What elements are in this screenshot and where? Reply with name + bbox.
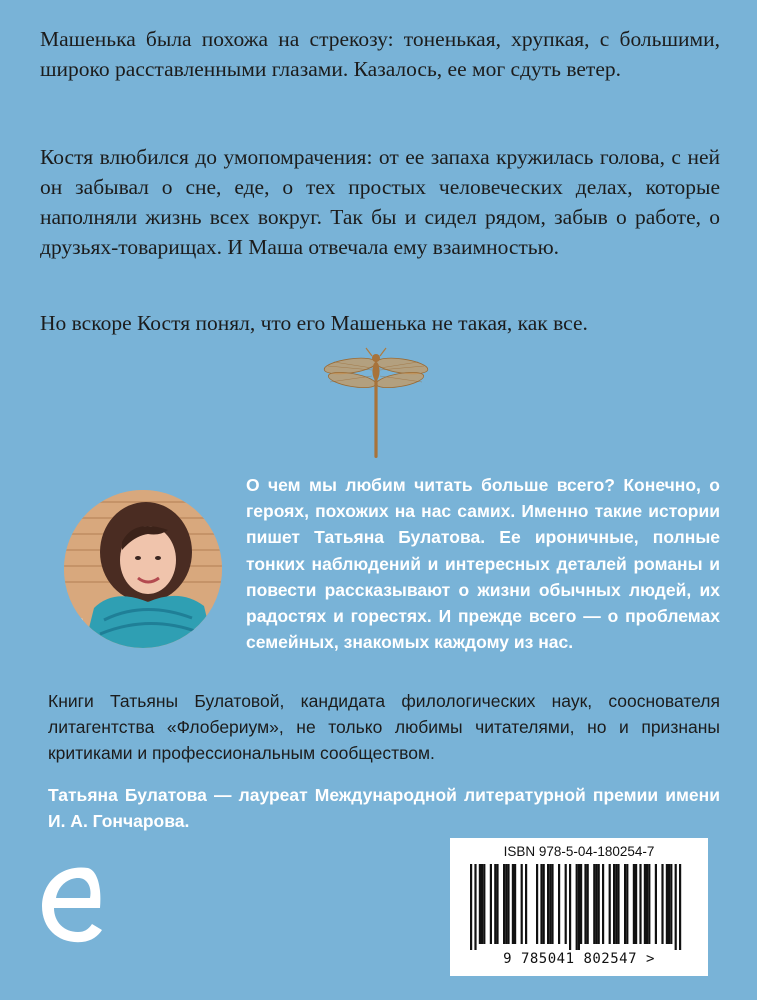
barcode-bar — [525, 864, 527, 944]
barcode-bar — [648, 864, 650, 944]
barcode-bar — [578, 864, 580, 950]
barcode-bar — [633, 864, 635, 944]
barcode-bar — [615, 864, 617, 944]
laureate-note — [48, 782, 720, 834]
barcode-bar — [558, 864, 560, 944]
blurb-paragraph-1-text: Машенька была похожа на стрекозу: тоненькая, хрупкая, с большими, широко расставленными глазами. Казалось, ее мог сдуть ветер. — [40, 27, 720, 81]
blurb-paragraph-2 — [40, 142, 720, 262]
books-description — [48, 688, 720, 767]
barcode-bar — [613, 864, 615, 944]
isbn-label: ISBN 978-5-04-180254-7 — [503, 844, 655, 859]
barcode-bar — [679, 864, 681, 950]
barcode-bar — [666, 864, 668, 944]
barcode-bar — [481, 864, 483, 944]
blurb-paragraph-1 — [40, 24, 720, 84]
barcode-digits: 9 785041 802547 > — [503, 951, 655, 967]
barcode-bar — [661, 864, 663, 944]
barcode-bar — [514, 864, 516, 944]
laureate-note-text: Татьяна Булатова — лауреат Международной литературной премии имени И. А. Гончарова. — [48, 785, 720, 832]
dragonfly-icon — [322, 344, 430, 462]
barcode-bar — [587, 864, 589, 944]
author-photo — [64, 490, 222, 648]
barcode-bar — [595, 864, 597, 944]
barcode-bar — [540, 864, 542, 944]
barcode-bar — [675, 864, 677, 950]
barcode-bar — [646, 864, 648, 944]
barcode-bar — [576, 864, 578, 950]
blurb-paragraph-3-text: Но вскоре Костя понял, что его Машенька не такая, как все. — [40, 311, 588, 335]
books-description-text: Книги Татьяны Булатовой, кандидата филологических наук, сооснователя литагентства «Флобериум», не только любимы читателями, но и признаны критиками и профессиональным сообществом. — [48, 691, 720, 764]
barcode-bar — [668, 864, 670, 944]
barcode-bar — [644, 864, 646, 944]
barcode-bar — [580, 864, 582, 944]
barcode-bar — [602, 864, 604, 944]
barcode-bar — [494, 864, 496, 944]
barcode-bar — [609, 864, 611, 944]
author-description — [246, 472, 720, 655]
barcode-bar — [512, 864, 514, 944]
barcode-area — [450, 838, 708, 976]
barcode-bar — [496, 864, 498, 944]
barcode-bar — [470, 864, 472, 950]
barcode-bar — [483, 864, 485, 944]
barcode-bar — [505, 864, 507, 944]
barcode-bar — [536, 864, 538, 944]
barcode-bar — [549, 864, 551, 944]
barcode-bar — [543, 864, 545, 944]
publisher-logo-icon — [38, 858, 106, 948]
barcode-bar — [569, 864, 571, 950]
barcode-bar — [479, 864, 481, 944]
barcode-bar — [507, 864, 509, 944]
barcode-bar — [565, 864, 567, 944]
barcode-bar — [551, 864, 553, 944]
barcode-bar — [639, 864, 641, 944]
barcode-bar — [626, 864, 628, 944]
barcode-bar — [503, 864, 505, 944]
blurb-paragraph-2-text: Костя влюбился до умопомрачения: от ее запаха кружилась голова, с ней он забывал о сне, еде, о тех простых человеческих делах, которые наполняли жизнь всех вокруг. Так бы и сидел рядом, забыв о работе, о друзьях-товарищах. И Маша отвечала ему взаимностью. — [40, 145, 720, 259]
barcode — [468, 864, 690, 950]
barcode-bar — [547, 864, 549, 944]
blurb-paragraph-3 — [40, 308, 720, 338]
barcode-bar — [598, 864, 600, 944]
author-description-text: О чем мы любим читать больше всего? Конечно, о героях, похожих на нас самих. Именно такие истории пишет Татьяна Булатова. Ее ироничные, полные тонких наблюдений и интересных деталей романы и повести рассказывают о жизни обычных людей, их радостях и горестях. И прежде всего — о проблемах семейных, знакомых каждому из нас. — [246, 475, 720, 653]
barcode-bar — [670, 864, 672, 944]
barcode-bar — [521, 864, 523, 944]
barcode-bar — [624, 864, 626, 944]
barcode-bar — [474, 864, 476, 950]
barcode-bar — [635, 864, 637, 944]
barcode-bar — [593, 864, 595, 944]
barcode-bar — [490, 864, 492, 944]
barcode-bar — [617, 864, 619, 944]
barcode-bar — [584, 864, 586, 944]
barcode-bar — [655, 864, 657, 944]
